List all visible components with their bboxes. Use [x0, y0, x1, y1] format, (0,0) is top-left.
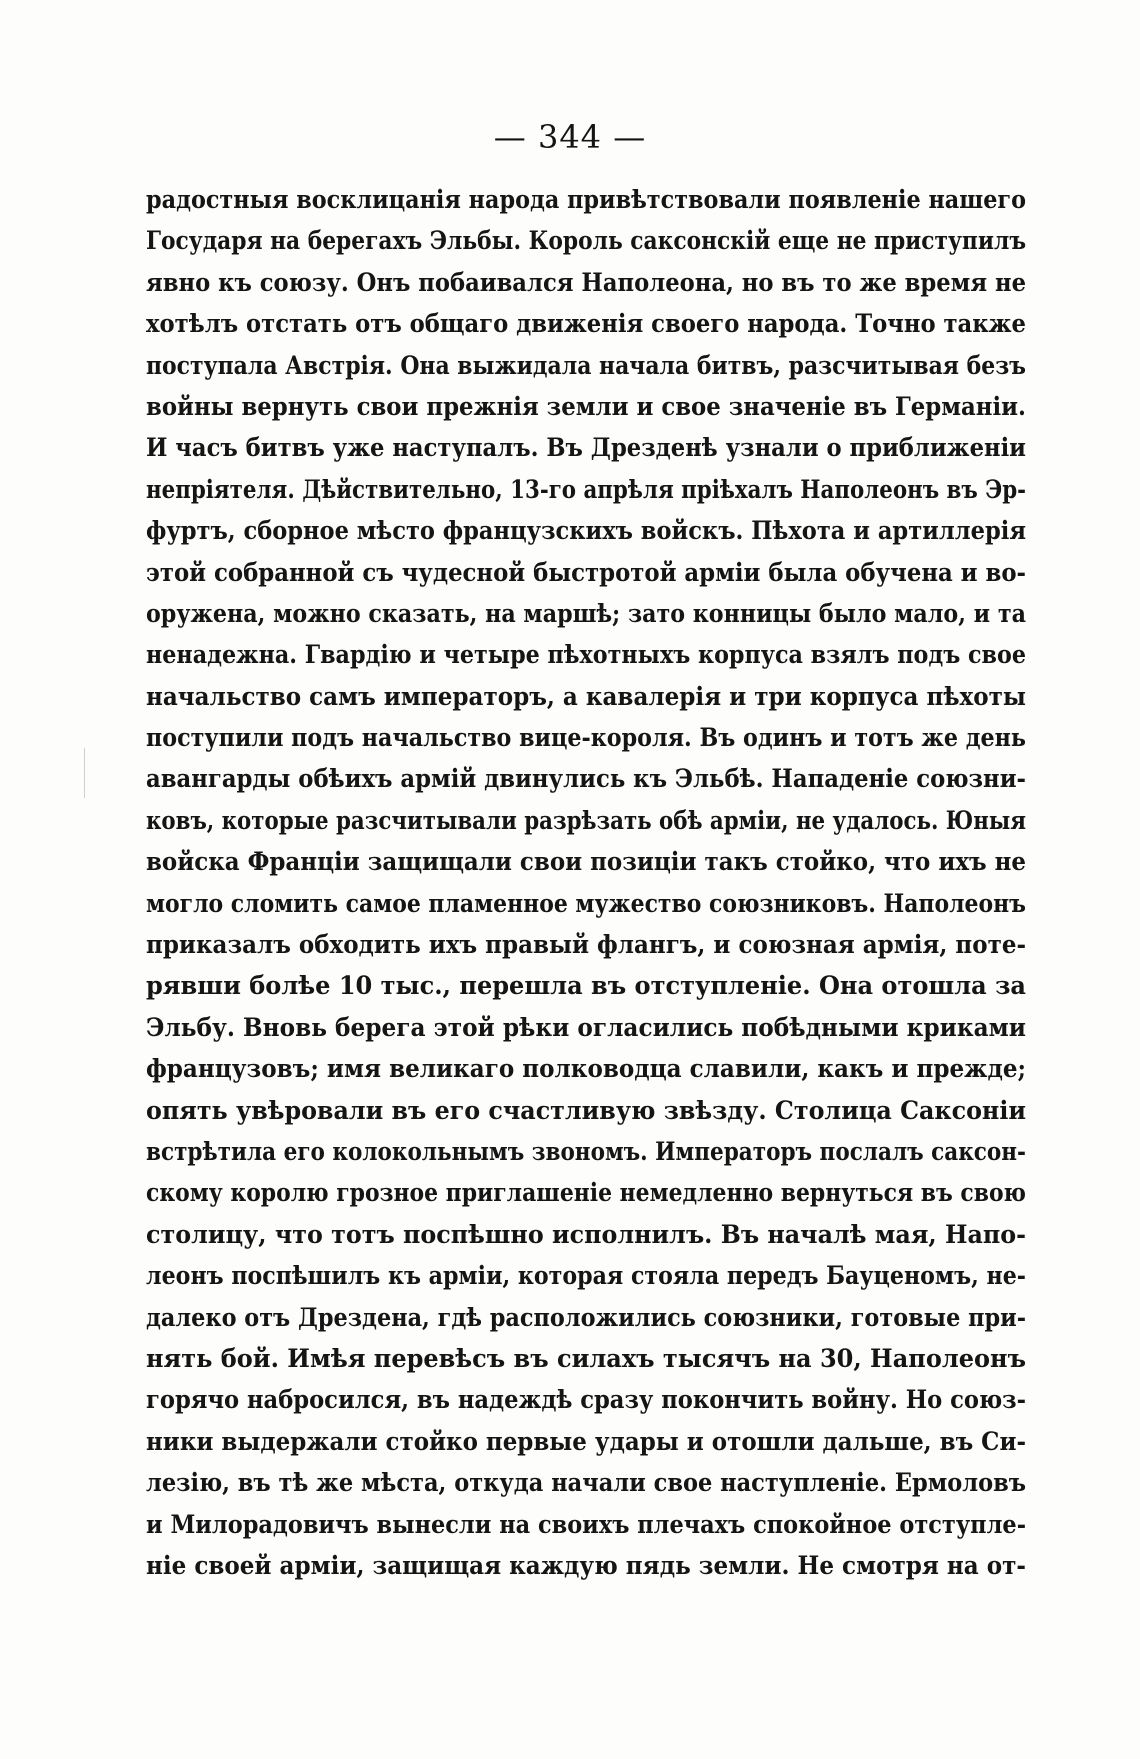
text-line: ники выдержали стойко первые удары и отошли дальше, въ Си-: [146, 1426, 1026, 1457]
text-line: могло сломить самое пламенное мужество союзниковъ. Наполеонъ: [146, 888, 1026, 919]
text-line: поступала Австрія. Она выжидала начала битвъ, разсчитывая безъ: [146, 350, 1026, 381]
text-line: ненадежна. Гвардію и четыре пѣхотныхъ корпуса взялъ подъ свое: [146, 640, 1026, 671]
text-line: горячо набросился, въ надеждѣ сразу покончить войну. Но союз-: [146, 1385, 1026, 1416]
text-line: Государя на берегахъ Эльбы. Король саксонскій еще не приступилъ: [146, 226, 1026, 257]
text-line: ковъ, которые разсчитывали разрѣзать обѣ арміи, не удалось. Юныя: [146, 805, 1026, 836]
text-line: лезію, въ тѣ же мѣста, откуда начали свое наступленіе. Ермоловъ: [146, 1468, 1026, 1499]
text-line: рявши болѣе 10 тыс., перешла въ отступленіе. Она отошла за: [146, 971, 1026, 1002]
text-line: столицу, что тотъ поспѣшно исполнилъ. Въ началѣ мая, Напо-: [146, 1219, 1026, 1250]
text-line: поступили подъ начальство вице-короля. Въ одинъ и тотъ же день: [146, 723, 1026, 754]
text-line: и Милорадовичъ вынесли на своихъ плечахъ спокойное отступле-: [146, 1509, 1026, 1540]
text-line: ніе своей арміи, защищая каждую пядь земли. Не смотря на от-: [146, 1550, 1026, 1581]
text-line: начальство самъ императоръ, а кавалерія и три корпуса пѣхоты: [146, 681, 1026, 712]
text-line: оружена, можно сказать, на маршѣ; зато конницы было мало, и та: [146, 598, 1026, 629]
text-line: опять увѣровали въ его счастливую звѣзду. Столица Саксоніи: [146, 1095, 1026, 1126]
text-line: авангарды обѣихъ армій двинулись къ Эльбѣ. Нападеніе союзни-: [146, 764, 1026, 795]
text-line: этой собранной съ чудесной быстротой арміи была обучена и во-: [146, 557, 1026, 588]
text-line: далеко отъ Дрездена, гдѣ расположились союзники, готовые при-: [146, 1302, 1026, 1333]
text-line: хотѣлъ отстать отъ общаго движенія своего народа. Точно также: [146, 309, 1026, 340]
text-line: явно къ союзу. Онъ побаивался Наполеона, но въ то же время не: [146, 267, 1026, 298]
text-line: радостныя восклицанія народа привѣтствовали появленіе нашего: [146, 185, 1026, 215]
text-line: войска Франціи защищали свои позиціи такъ стойко, что ихъ не: [146, 847, 1026, 878]
text-line: нять бой. Имѣя перевѣсъ въ силахъ тысячъ на 30, Наполеонъ: [146, 1343, 1026, 1374]
text-line: непріятеля. Дѣйствительно, 13-го апрѣля пріѣхалъ Наполеонъ въ Эр-: [146, 474, 1026, 505]
text-line: фуртъ, сборное мѣсто французскихъ войскъ. Пѣхота и артиллерія: [146, 516, 1026, 547]
text-line: встрѣтила его колокольнымъ звономъ. Императоръ послалъ саксон-: [146, 1136, 1026, 1167]
text-line: войны вернуть свои прежнія земли и свое значеніе въ Германіи.: [146, 391, 1026, 422]
text-line: скому королю грозное приглашеніе немедленно вернуться въ свою: [146, 1178, 1026, 1209]
text-line: французовъ; имя великаго полководца славили, какъ и прежде;: [146, 1054, 1026, 1085]
page-number: — 344 —: [493, 118, 647, 156]
text-line: приказалъ обходить ихъ правый флангъ, и союзная армія, поте-: [146, 930, 1026, 961]
body-text: [146, 180, 1026, 1587]
margin-mark: [84, 748, 85, 798]
text-line: Эльбу. Вновь берега этой рѣки огласились побѣдными криками: [146, 1012, 1026, 1043]
text-line: леонъ поспѣшилъ къ арміи, которая стояла передъ Бауценомъ, не-: [146, 1261, 1026, 1292]
text-line: И часъ битвъ уже наступалъ. Въ Дрезденѣ узнали о приближеніи: [146, 433, 1026, 464]
